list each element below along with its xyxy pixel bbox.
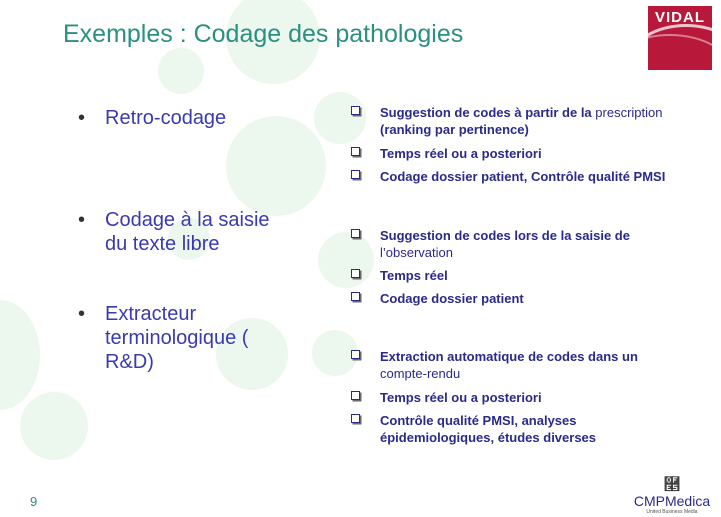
cmp-logo-text: CMPMedica — [633, 493, 711, 509]
left-bullet-text: Codage à la saisie du texte libre — [105, 209, 270, 255]
item-bold-text: Extraction automatique de codes dans un — [380, 349, 638, 364]
item-bold-text: (ranking par pertinence) — [380, 122, 529, 137]
item-bold-text: Codage dossier patient — [380, 291, 524, 306]
vidal-logo — [648, 6, 712, 70]
bg-circle — [20, 392, 88, 460]
checkbox-icon — [351, 292, 360, 301]
vidal-logo-text: VIDAL — [655, 9, 705, 26]
item-bold-text: Suggestion de codes à partir de la — [380, 105, 596, 120]
item-normal-text: prescription — [595, 105, 663, 120]
checkbox-icon — [351, 170, 360, 179]
item-bold-text: Contrôle qualité PMSI, analyses épidemiologiques, études diverses — [380, 413, 597, 445]
checkbox-icon — [351, 269, 360, 278]
left-bullet-text: Retro-codage — [105, 107, 227, 129]
item-normal-text: compte-rendu — [380, 366, 461, 381]
item-bold-text: Codage dossier patient, Contrôle qualité PMSI — [380, 169, 666, 184]
bg-circle — [318, 232, 374, 288]
bullet-icon: • — [78, 209, 86, 231]
checkbox-icon — [351, 106, 360, 115]
bullet-icon: • — [78, 107, 86, 129]
checkbox-icon — [351, 414, 360, 423]
bg-circle — [0, 300, 40, 410]
checkbox-icon — [351, 147, 360, 156]
bg-circle — [314, 92, 366, 144]
logo-curve — [648, 24, 712, 70]
item-bold-text: Temps réel ou a posteriori — [380, 146, 542, 161]
item-normal-text: l’observation — [380, 245, 453, 260]
page-number: 9 — [30, 494, 38, 509]
checkbox-icon — [351, 391, 360, 400]
bg-circle — [226, 116, 326, 216]
item-bold-text: Suggestion de codes lors de la saisie de — [380, 228, 630, 243]
cmp-logo-subtext: United Business Media — [646, 509, 698, 515]
cmp-logo — [626, 476, 718, 515]
item-bold-text: Temps réel — [380, 268, 448, 283]
item-bold-text: Temps réel ou a posteriori — [380, 390, 542, 405]
checkbox-icon — [351, 229, 360, 238]
ubm-mark-icon: ࿥ — [663, 475, 681, 494]
left-bullet-text: Extracteur terminologique ( R&D) — [105, 303, 249, 373]
checkbox-icon — [351, 350, 360, 359]
bullet-icon: • — [78, 303, 86, 325]
slide-title: Exemples : Codage des pathologies — [63, 20, 464, 48]
bg-circle — [158, 48, 204, 94]
